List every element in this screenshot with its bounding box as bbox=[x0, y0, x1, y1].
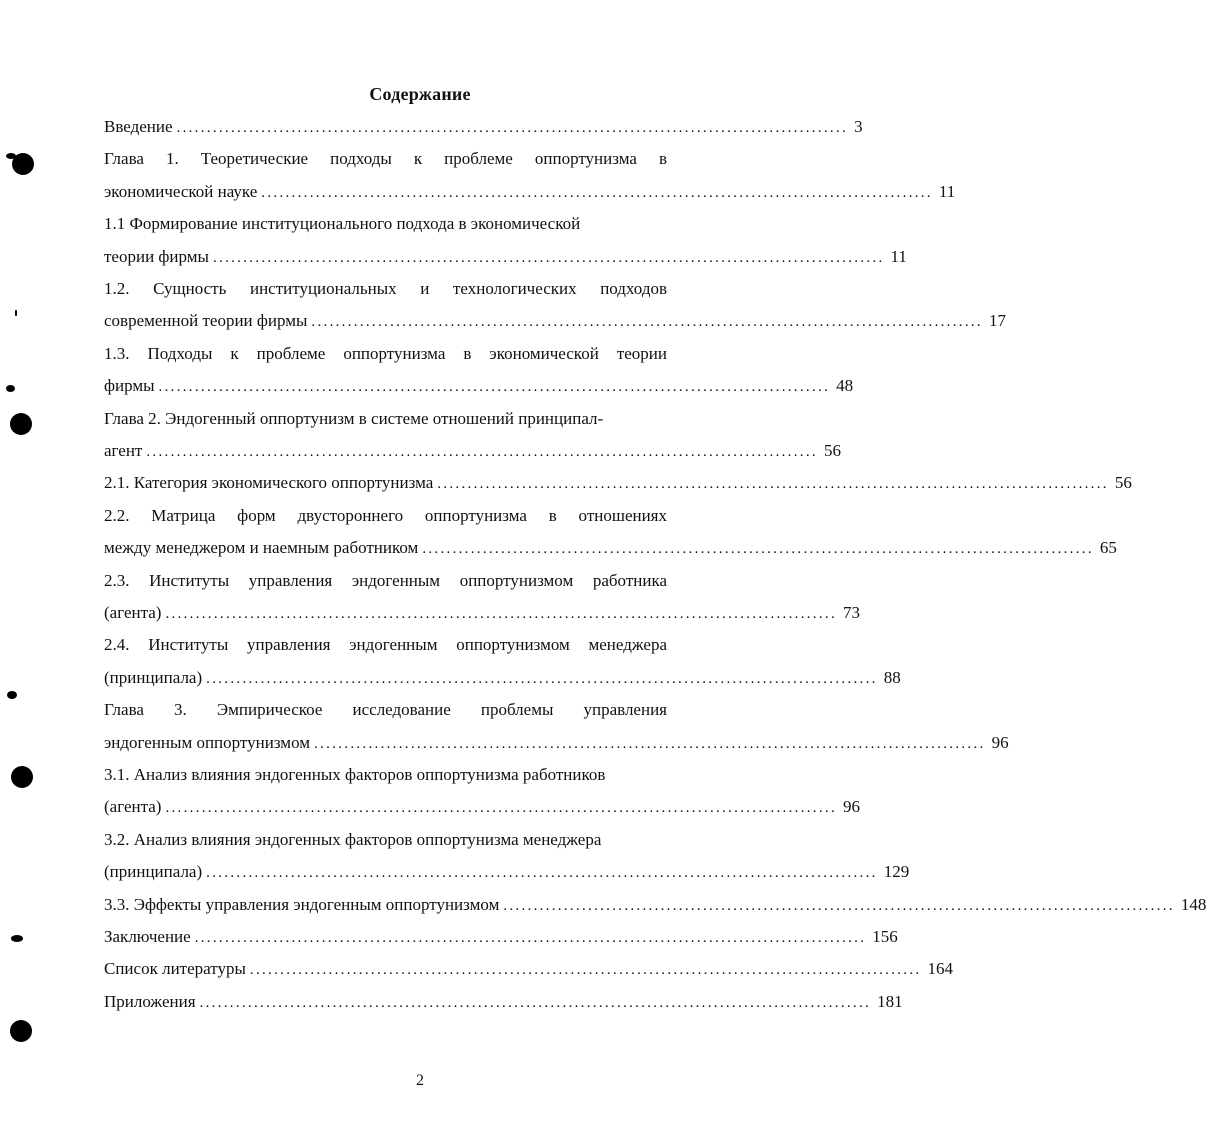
toc-line bbox=[104, 925, 898, 949]
toc-leader-dots: ............................................................................................................... bbox=[314, 735, 986, 752]
toc-entry-text: Заключение bbox=[104, 927, 191, 946]
toc-line bbox=[104, 666, 901, 690]
toc-leader-dots: ............................................................................................................... bbox=[165, 800, 838, 817]
toc-entry-text: (агента) bbox=[104, 797, 162, 817]
binder-hole-3 bbox=[11, 766, 33, 788]
smudge-mark bbox=[7, 691, 17, 699]
toc-entry-text: (принципала) bbox=[104, 667, 203, 687]
toc-page-number: 181 bbox=[877, 991, 903, 1011]
toc-line bbox=[104, 731, 1009, 755]
toc-entry-text: 2.1. Категория экономического оппортунизма bbox=[104, 473, 434, 493]
toc-entry-text: (агента) bbox=[104, 603, 162, 622]
smudge-mark bbox=[6, 153, 16, 159]
toc-leader-dots: ............................................................................................................... bbox=[311, 314, 983, 331]
toc-leader-dots: ............................................................................................................... bbox=[176, 120, 849, 136]
toc-line: 2.2. Матрица форм двустороннего оппортунизма в отношениях bbox=[104, 505, 667, 525]
toc-line bbox=[104, 471, 1132, 495]
toc-line bbox=[104, 245, 907, 269]
toc-entry-text: Введение bbox=[104, 117, 173, 136]
toc-line: Глава 3. Эмпирическое исследование проблемы управления bbox=[104, 700, 667, 720]
toc-page-number: 148 bbox=[1180, 894, 1207, 914]
toc-line bbox=[104, 115, 863, 139]
toc-page-number: 65 bbox=[1099, 538, 1117, 558]
toc-page-number: 164 bbox=[927, 959, 953, 979]
toc-line: 2.3. Институты управления эндогенным оппортунизмом работника bbox=[104, 570, 667, 590]
toc-page-number: 11 bbox=[890, 246, 907, 266]
toc-line bbox=[104, 536, 1117, 560]
binder-hole-4 bbox=[10, 1020, 32, 1042]
toc-page-number: 129 bbox=[883, 862, 910, 882]
smudge-mark bbox=[15, 310, 17, 316]
toc-line bbox=[104, 860, 910, 884]
toc-line bbox=[104, 309, 1006, 333]
toc-page-number: 96 bbox=[991, 732, 1009, 752]
toc-line: 1.3. Подходы к проблеме оппортунизма в экономической теории bbox=[104, 343, 667, 363]
toc-entry-text: Приложения bbox=[104, 991, 196, 1011]
smudge-mark bbox=[11, 935, 23, 942]
toc-heading: Содержание bbox=[369, 84, 471, 104]
toc-entry-text: Список литературы bbox=[104, 959, 246, 979]
toc-entry-text: эндогенным оппортунизмом bbox=[104, 732, 311, 752]
toc-line: 1.1 Формирование институционального подхода в экономической bbox=[104, 214, 581, 234]
toc-leader-dots: ............................................................................................................... bbox=[206, 670, 878, 687]
toc-entry-text: агент bbox=[104, 441, 143, 460]
toc-leader-dots: ............................................................................................................... bbox=[165, 606, 838, 622]
toc-leader-dots: ............................................................................................................... bbox=[249, 962, 922, 979]
page-number: 2 bbox=[416, 1072, 424, 1089]
toc-page-number: 156 bbox=[872, 927, 898, 946]
toc-page-number: 56 bbox=[1114, 473, 1132, 493]
toc-leader-dots: ............................................................................................................... bbox=[206, 865, 878, 882]
toc-page-number: 56 bbox=[823, 441, 841, 460]
toc-entry-text: (принципала) bbox=[104, 862, 203, 882]
toc-entry-text: между менеджером и наемным работником bbox=[104, 538, 419, 558]
toc-entry-text: экономической науке bbox=[104, 181, 258, 201]
toc-leader-dots: ............................................................................................................... bbox=[422, 541, 1094, 558]
toc-leader-dots: ............................................................................................................... bbox=[437, 476, 1109, 493]
toc-entry-text: теории фирмы bbox=[104, 246, 209, 266]
toc-line: Глава 2. Эндогенный оппортунизм в системе отношений принципал- bbox=[104, 408, 604, 428]
toc-page-number: 88 bbox=[883, 667, 901, 687]
smudge-mark bbox=[6, 385, 15, 392]
toc-line bbox=[104, 957, 953, 981]
toc-line bbox=[104, 601, 861, 625]
toc-line: 1.2. Сущность институциональных и технологических подходов bbox=[104, 279, 667, 298]
toc-line bbox=[104, 439, 841, 463]
toc-leader-dots: ............................................................................................................... bbox=[212, 249, 885, 266]
toc-line bbox=[104, 180, 956, 204]
toc-page-number: 48 bbox=[836, 376, 854, 396]
toc-entry-text: 3.3. Эффекты управления эндогенным оппортунизмом bbox=[104, 894, 500, 914]
toc-leader-dots: ............................................................................................................... bbox=[503, 897, 1175, 914]
toc-page-number: 11 bbox=[938, 181, 956, 201]
toc-leader-dots: ............................................................................................................... bbox=[146, 444, 818, 460]
toc-line bbox=[104, 374, 854, 398]
toc-entry-text: фирмы bbox=[104, 376, 155, 396]
toc-leader-dots: ............................................................................................................... bbox=[261, 184, 933, 201]
toc-line bbox=[104, 893, 1207, 917]
toc-line bbox=[104, 990, 903, 1014]
toc-leader-dots: ............................................................................................................... bbox=[194, 930, 867, 946]
toc-page-number: 17 bbox=[988, 311, 1006, 331]
toc-line bbox=[104, 795, 861, 819]
toc-leader-dots: ............................................................................................................... bbox=[199, 994, 872, 1011]
toc-page-number: 73 bbox=[843, 603, 861, 622]
toc-line: 2.4. Институты управления эндогенным оппортунизмом менеджера bbox=[104, 635, 667, 655]
toc-line: 3.1. Анализ влияния эндогенных факторов оппортунизма работников bbox=[104, 765, 606, 784]
toc-entry-text: современной теории фирмы bbox=[104, 311, 308, 331]
toc-leader-dots: ............................................................................................................... bbox=[158, 379, 831, 396]
binder-hole-2 bbox=[10, 413, 32, 435]
toc-page-number: 96 bbox=[843, 797, 861, 817]
toc-line: Глава 1. Теоретические подходы к проблеме оппортунизма в bbox=[104, 149, 667, 169]
toc-line: 3.2. Анализ влияния эндогенных факторов оппортунизма менеджера bbox=[104, 829, 602, 849]
toc-page-number: 3 bbox=[854, 117, 863, 136]
